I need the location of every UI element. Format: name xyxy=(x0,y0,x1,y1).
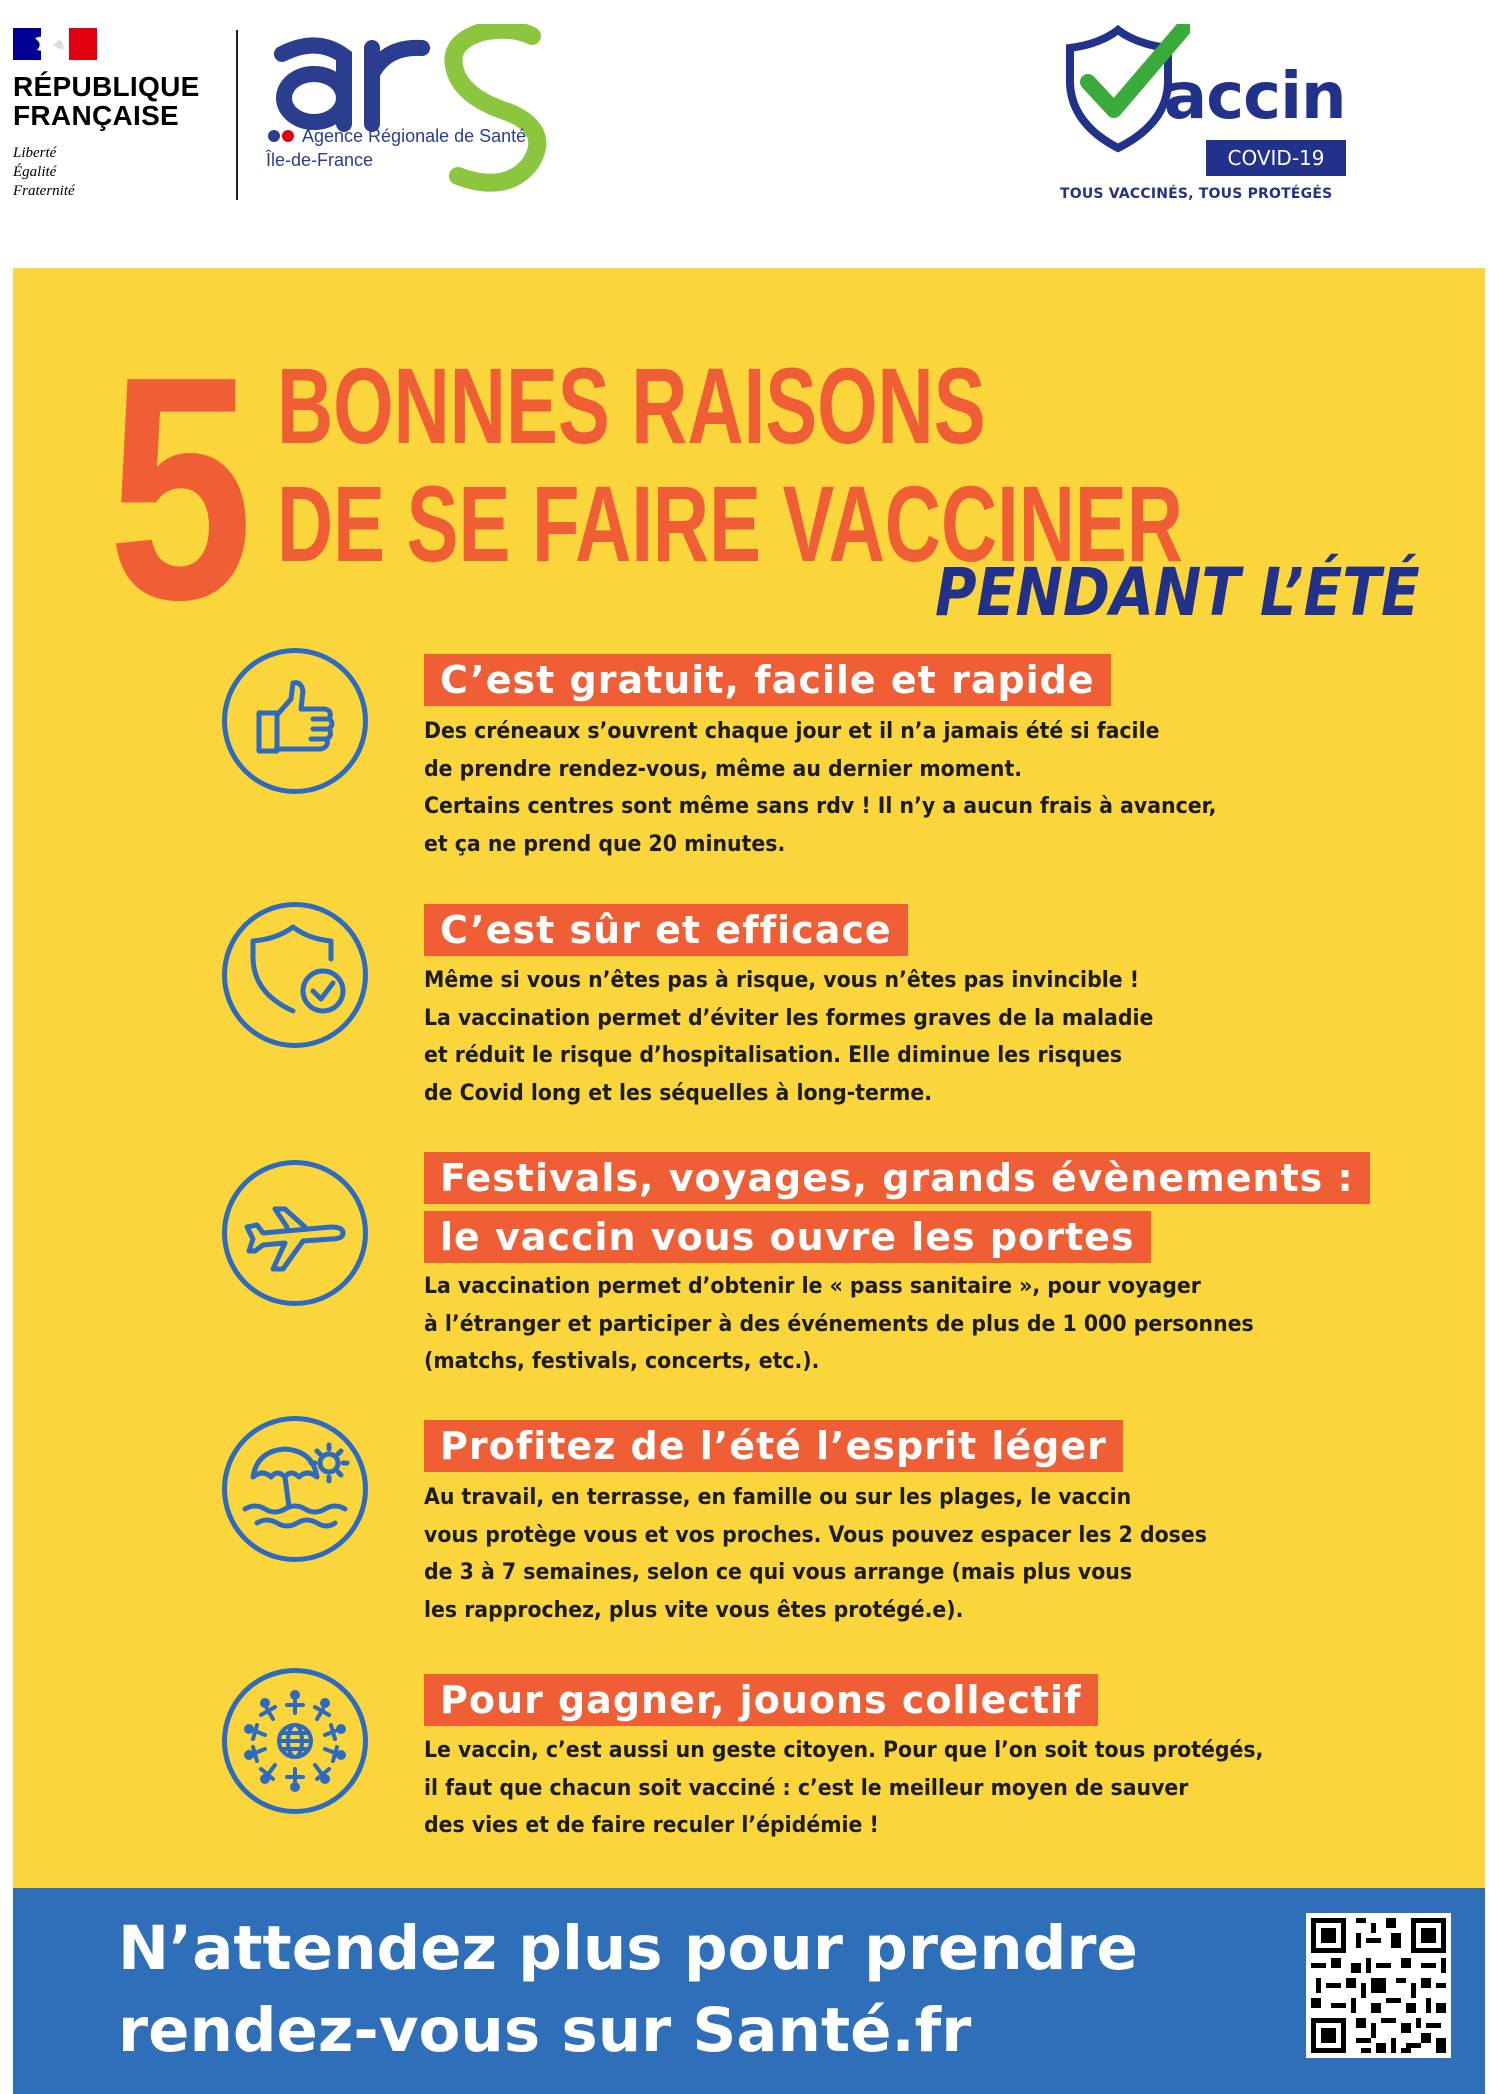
header-divider xyxy=(236,30,238,200)
reason-2-heading: C’est sûr et efficace xyxy=(424,904,908,956)
title-line-1: BONNES RAISONS xyxy=(277,345,986,466)
reason-5-icon-circle xyxy=(222,1668,368,1814)
vaccin-word: accin xyxy=(1164,60,1346,134)
ars-logo xyxy=(262,24,562,200)
reason-4-icon-circle xyxy=(222,1416,368,1562)
ars-logo-mark-icon xyxy=(262,24,562,200)
shield-check-icon xyxy=(227,907,363,1043)
republique-line2: FRANÇAISE xyxy=(13,100,180,131)
reason-3-text: La vaccination permet d’obtenir le « pass sanitaire », pour voyager à l’étranger et participer à des événements de plus de 1 000 personnes (matchs, festivals, concerts, etc.). xyxy=(424,1274,1254,1375)
footer-cta-text: N’attendez plus pour prendre rendez-vous sur Santé.fr xyxy=(118,1913,1138,2066)
reason-3-heading-line1: Festivals, voyages, grands évènements : xyxy=(424,1152,1370,1204)
covid-badge: COVID-19 xyxy=(1206,140,1346,176)
reason-5-heading: Pour gagner, jouons collectif xyxy=(424,1674,1098,1726)
reason-1-heading: C’est gratuit, facile et rapide xyxy=(424,654,1111,706)
ars-agency-name: Agence Régionale de Santé xyxy=(302,126,527,146)
vaccin-covid-logo xyxy=(1060,24,1360,214)
motto-fraternite: Fraternité xyxy=(13,183,75,199)
reason-3-heading-line2: le vaccin vous ouvre les portes xyxy=(424,1211,1151,1263)
ars-region-name: Île-de-France xyxy=(266,150,374,170)
reason-5-text: Le vaccin, c’est aussi un geste citoyen. Pour que l’on soit tous protégés, il faut que chacun soit vacciné : c’est le meilleur moyen de sauver des vies et de faire reculer l’épidémie ! xyxy=(424,1738,1264,1839)
motto-liberte: Liberté xyxy=(13,145,57,161)
reason-3-icon-circle xyxy=(222,1160,368,1306)
reason-1-icon-circle xyxy=(222,648,368,794)
reason-1-text: Des créneaux s’ouvrent chaque jour et il n’a jamais été si facile de prendre rendez-vous, même au dernier moment. Certains centres sont même sans rdv ! Il n’y a aucun frais à avancer, et ça ne prend que 20 minutes. xyxy=(424,719,1217,857)
reason-2-icon-circle xyxy=(222,902,368,1048)
beach-umbrella-icon xyxy=(227,1421,363,1557)
thumbs-up-icon xyxy=(227,653,363,789)
reason-4-text: Au travail, en terrasse, en famille ou sur les plages, le vaccin vous protège vous et vos proches. Vous pouvez espacer les 2 doses de 3 à 7 semaines, selon ce qui vous arrange (mais plus vous les rapprochez, plus vite vous êtes protégé.e). xyxy=(424,1485,1207,1623)
subtitle-pendant-ete: PENDANT L’ÉTÉ xyxy=(935,554,1420,631)
republique-francaise-logo xyxy=(13,28,223,208)
marianne-flag-icon xyxy=(13,28,97,60)
republique-line1: RÉPUBLIQUE xyxy=(13,71,200,102)
airplane-icon xyxy=(227,1165,363,1301)
title-line-2: DE SE FAIRE VACCINER xyxy=(277,463,1183,584)
vaccin-tagline: TOUS VACCINÉS, TOUS PROTÉGÉS xyxy=(1060,186,1333,202)
big-number-five: 5 xyxy=(108,311,254,666)
motto-egalite: Égalité xyxy=(13,164,57,180)
reason-4-heading: Profitez de l’été l’esprit léger xyxy=(424,1420,1123,1472)
qr-code-icon[interactable] xyxy=(1306,1913,1451,2058)
reason-2-text: Même si vous n’êtes pas à risque, vous n’êtes pas invincible ! La vaccination permet d’éviter les formes graves de la maladie et réduit le risque d’hospitalisation. Elle diminue les risques de Covid long et les séquelles à long-terme. xyxy=(424,968,1154,1106)
globe-people-icon xyxy=(227,1673,363,1809)
